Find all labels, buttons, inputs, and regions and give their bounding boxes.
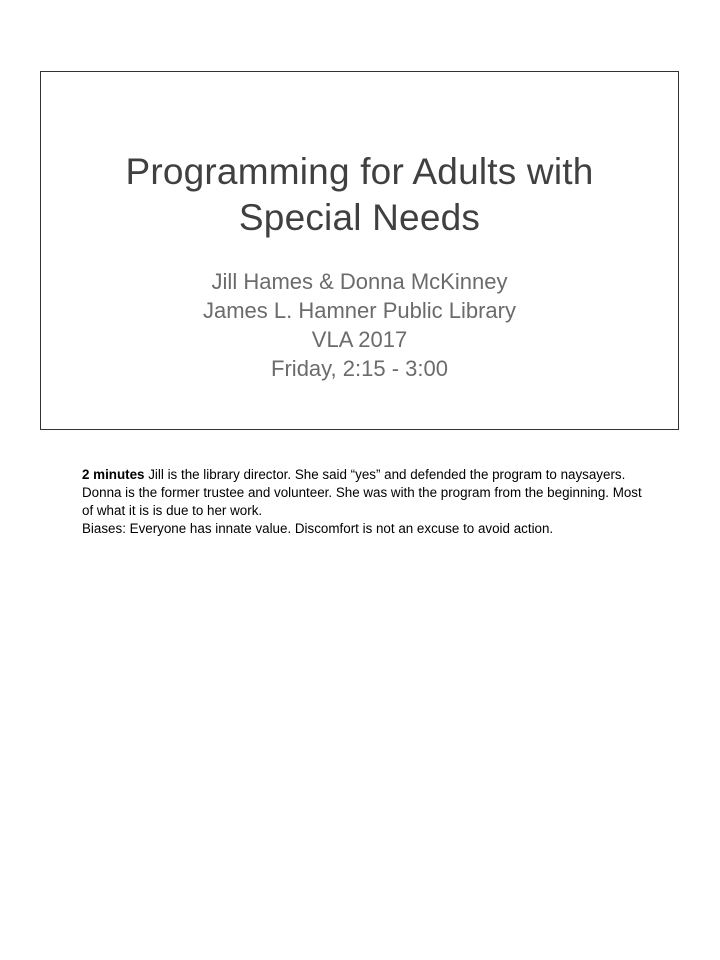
slide-title-line-2: Special Needs [238,197,481,238]
slide-thumbnail [40,71,679,430]
slide-subtitle [41,267,678,383]
slide-title [41,149,678,241]
library-line: James L. Hamner Public Library [202,298,516,323]
notes-lead-text: Jill is the library director. She said “yes” and defended the program to naysayers. [144,467,626,482]
notes-paragraph-1 [82,466,642,484]
notes-paragraph-2: Donna is the former trustee and volunteer. She was with the program from the beginning. Most of what it is is due to her work. [82,485,642,518]
presenters-line: Jill Hames & Donna McKinney [211,269,508,294]
speaker-notes [82,466,642,538]
notes-paragraph-3: Biases: Everyone has innate value. Discomfort is not an excuse to avoid action. [82,521,554,536]
session-time-line: Friday, 2:15 - 3:00 [271,356,448,381]
slide-title-line-1: Programming for Adults with [125,151,594,192]
conference-line: VLA 2017 [311,327,408,352]
notes-duration: 2 minutes [82,467,145,482]
